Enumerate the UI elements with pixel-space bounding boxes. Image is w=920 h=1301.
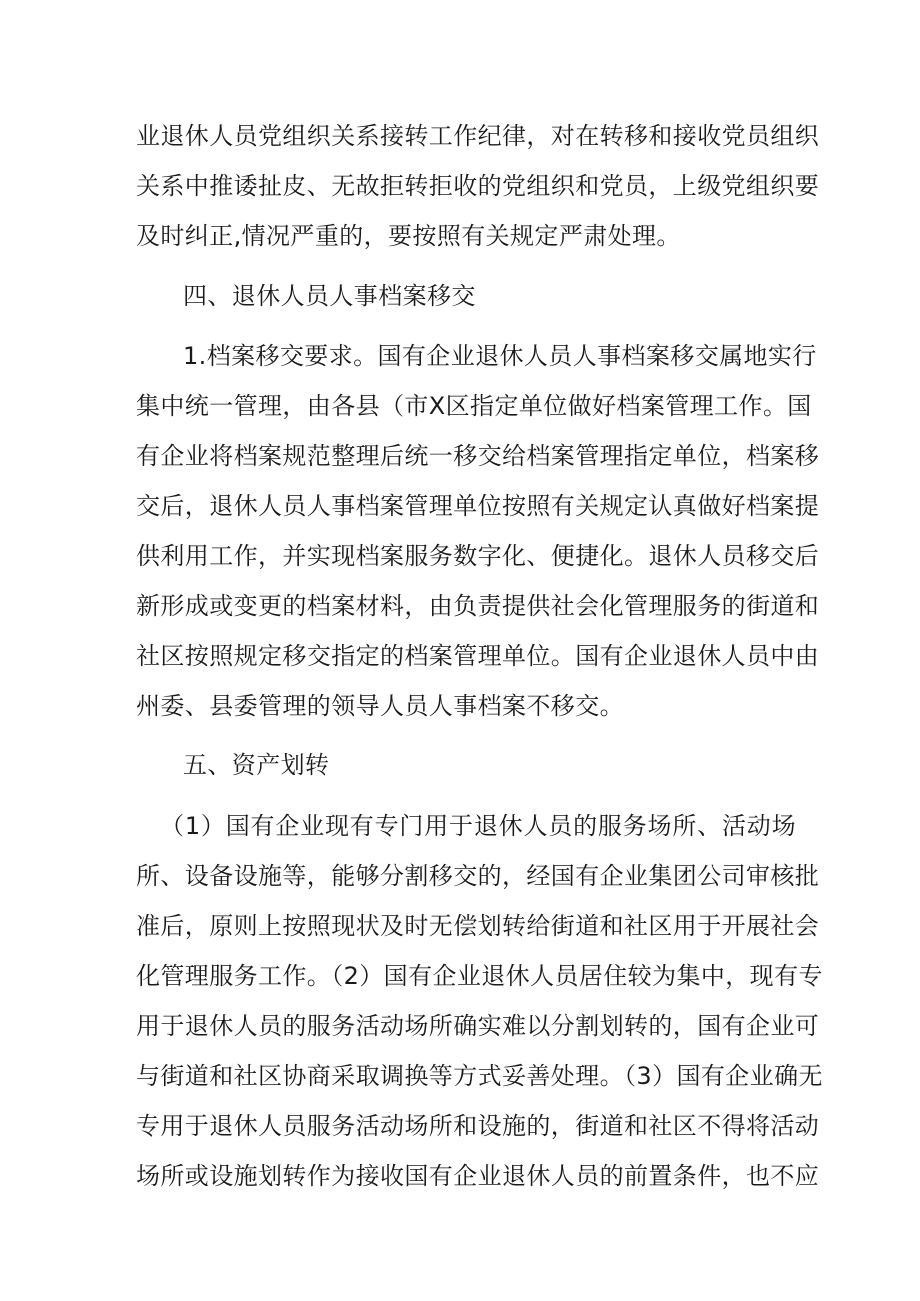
text-line: 集中统一管理，由各县（市X区指定单位做好档案管理工作。国 [136,392,812,420]
section-heading: 四、退休人员人事档案移交 [183,282,476,310]
text-line: （1）国有企业现有专门用于退休人员的服务场所、活动场 [160,812,796,840]
text-line: 1.档案移交要求。国有企业退休人员人事档案移交属地实行 [183,342,817,370]
text-line: 准后，原则上按照现状及时无偿划转给街道和社区用于开展社会 [136,912,820,940]
text-line: 有企业将档案规范整理后统一移交给档案管理指定单位，档案移 [136,442,820,470]
text-line: 社区按照规定移交指定的档案管理单位。国有企业退休人员中由 [136,642,820,670]
text-line: 交后，退休人员人事档案管理单位按照有关规定认真做好档案提 [136,492,820,520]
text-line: 业退休人员党组织关系接转工作纪律，对在转移和接收党员组织 [136,122,820,150]
text-line: 新形成或变更的档案材料，由负责提供社会化管理服务的街道和 [136,592,820,620]
section-heading: 五、资产划转 [183,751,330,779]
text-line: 与街道和社区协商采取调换等方式妥善处理。（3）国有企业确无 [136,1062,823,1090]
text-line: 关系中推诿扯皮、无故拒转拒收的党组织和党员，上级党组织要 [136,172,820,200]
text-line: 专用于退休人员服务活动场所和设施的，街道和社区不得将活动 [136,1112,820,1140]
text-line: 用于退休人员的服务活动场所确实难以分割划转的，国有企业可 [136,1012,820,1040]
text-line: 化管理服务工作。（2）国有企业退休人员居住较为集中，现有专 [136,962,823,990]
text-line: 供利用工作，并实现档案服务数字化、便捷化。退休人员移交后 [136,542,820,570]
text-line: 场所或设施划转作为接收国有企业退休人员的前置条件，也不应 [136,1162,820,1190]
text-line: 及时纠正,情况严重的，要按照有关规定严肃处理。 [136,222,681,250]
text-line: 州委、县委管理的领导人员人事档案不移交。 [136,692,624,720]
text-line: 所、设备设施等，能够分割移交的，经国有企业集团公司审核批 [136,862,820,890]
